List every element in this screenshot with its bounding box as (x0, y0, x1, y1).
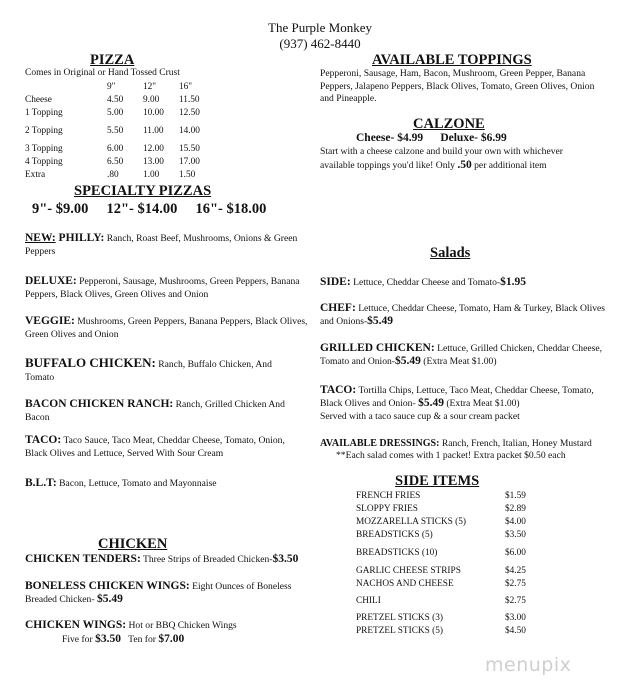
item-price: $5.49 (418, 397, 444, 409)
calzone-desc-text: Start with a cheese calzone and build your own with whichever available toppings you'd like! Only (320, 146, 563, 171)
restaurant-name: The Purple Monkey (268, 20, 372, 35)
calzone-deluxe-price: Deluxe- $6.99 (440, 132, 507, 144)
item-desc: Hot or BBQ Chicken Wings (128, 620, 237, 631)
pizza-size-header (25, 80, 215, 93)
ten-price: $7.00 (158, 633, 185, 645)
side-item-name: FRENCH FRIES (356, 490, 421, 501)
pizza-price: 6.50 (107, 156, 124, 167)
pizza-price: 1.00 (143, 169, 160, 180)
item-desc: Lettuce, Cheddar Cheese, Tomato, Ham & Turkey, Black Olives and Onions- (320, 303, 606, 327)
item-name: SIDE: (320, 276, 351, 288)
item-name: TACO: (25, 434, 62, 446)
pizza-price: 10.00 (143, 107, 164, 118)
side-item-price: $2.75 (505, 578, 526, 589)
calzone-prices (356, 132, 507, 144)
side-item (356, 528, 526, 541)
side-item-name: MOZZARELLA STICKS (5) (356, 516, 467, 527)
pizza-row (25, 168, 215, 181)
side-item-price: $2.89 (505, 503, 526, 514)
chicken-boneless-wings (25, 580, 315, 606)
specialty-philly (25, 232, 305, 258)
specialty-deluxe (25, 275, 310, 301)
salad-taco (320, 384, 615, 423)
pizza-crust-note: Comes in Original or Hand Tossed Crust (25, 68, 180, 78)
calzone-title: CALZONE (413, 116, 485, 132)
specialty-veggie (25, 315, 310, 341)
side-item (356, 564, 526, 577)
side-items-list (356, 489, 526, 637)
toppings-list: Pepperoni, Sausage, Ham, Bacon, Mushroom, Green Pepper, Banana Peppers, Jalapeno Peppers, Black Olives, Tomato, Green Olives, Onion and Pineapple. (320, 68, 595, 104)
pizza-price: 14.00 (179, 125, 200, 136)
pizza-row-label: 2 Topping (25, 125, 63, 136)
pizza-price: 1.50 (179, 169, 196, 180)
side-item-price: $3.00 (505, 612, 526, 623)
salad-grilled-chicken (320, 342, 605, 368)
chicken-wings (25, 619, 315, 632)
item-name: TACO: (320, 384, 357, 396)
extra-meat: (Extra Meat $1.00) (423, 356, 497, 367)
item-desc: Ranch, Buffalo Chicken, And Tomato (25, 359, 272, 383)
pizza-price: 13.00 (143, 156, 164, 167)
side-item-name: PRETZEL STICKS (5) (356, 625, 443, 636)
side-item-price: $6.00 (505, 547, 526, 558)
item-desc: Ranch, Roast Beef, Mushrooms, Onions & Green Peppers (25, 233, 298, 257)
five-price: $3.50 (95, 633, 121, 645)
pizza-price: 12.00 (143, 143, 164, 154)
side-item (356, 611, 526, 624)
chicken-wings-prices (62, 633, 184, 646)
item-desc: Lettuce, Grilled Chicken, Cheddar Cheese, Tomato and Onion- (320, 343, 603, 367)
item-name: CHICKEN WINGS: (25, 619, 127, 631)
pizza-price: 9.00 (143, 94, 160, 105)
specialty-blt (25, 477, 305, 490)
pizza-row-label: 3 Topping (25, 143, 63, 154)
pizza-price: 15.50 (179, 143, 200, 154)
side-item-name: CHILI (356, 595, 381, 606)
specialty-bacon-chicken-ranch (25, 398, 295, 424)
side-item (356, 594, 526, 607)
item-price: $5.49 (395, 355, 421, 367)
side-item-price: $3.50 (505, 529, 526, 540)
pizza-price: 17.00 (179, 156, 200, 167)
item-desc: Taco Sauce, Taco Meat, Cheddar Cheese, Tomato, Onion, Black Olives and Lettuce, Served With Sour Cream (25, 435, 285, 459)
specialty-prices: 9"- $9.00 12"- $14.00 16"- $18.00 (32, 201, 267, 217)
menupix-watermark: menupix (485, 654, 572, 676)
specialty-title: SPECIALTY PIZZAS (74, 183, 212, 199)
side-item-name: BREADSTICKS (5) (356, 529, 433, 540)
pizza-row (25, 106, 215, 119)
extra-meat: (Extra Meat $1.00) (446, 398, 520, 409)
item-desc: Ranch, Grilled Chicken And Bacon (25, 399, 285, 423)
pizza-row-label: 4 Topping (25, 156, 63, 167)
item-name: BONELESS CHICKEN WINGS: (25, 580, 190, 592)
item-name: DELUXE: (25, 275, 77, 287)
size-16: 16" (179, 81, 193, 92)
pizza-price: 11.50 (179, 94, 200, 105)
pizza-row-label: Cheese (25, 94, 52, 105)
side-item-price: $4.50 (505, 625, 526, 636)
item-price: $5.49 (96, 593, 123, 605)
new-badge: NEW: (25, 232, 56, 244)
chicken-title: CHICKEN (98, 536, 168, 552)
toppings-title: AVAILABLE TOPPINGS (372, 52, 532, 68)
calzone-cheese-price: Cheese- $4.99 (356, 132, 424, 144)
side-item-name: GARLIC CHEESE STRIPS (356, 565, 461, 576)
item-price: $3.50 (272, 553, 299, 565)
side-item-price: $1.59 (505, 490, 526, 501)
item-desc: Pepperoni, Sausage, Mushrooms, Green Peppers, Banana Peppers, Black Olives, Green Olives and Onion (25, 276, 300, 300)
dressings-list: Ranch, French, Italian, Honey Mustard (441, 438, 592, 449)
item-price: $1.95 (500, 276, 526, 288)
side-item-price: $4.25 (505, 565, 526, 576)
item-name: PHILLY: (55, 232, 105, 244)
specialty-buffalo-chicken (25, 356, 295, 384)
side-item (356, 489, 526, 502)
side-item-name: SLOPPY FRIES (356, 503, 418, 514)
pizza-title: PIZZA (90, 52, 135, 68)
item-desc: Eight Ounces of Boneless Breaded Chicken- (25, 581, 292, 605)
pizza-price-table (25, 80, 215, 181)
item-price: $5.49 (367, 315, 394, 327)
pizza-row-label: Extra (25, 169, 46, 180)
calzone-desc-tail: per additional item (471, 159, 547, 171)
pizza-price: 11.00 (143, 125, 164, 136)
pizza-row (25, 142, 215, 155)
item-name: GRILLED CHICKEN: (320, 342, 435, 354)
restaurant-phone: (937) 462-8440 (279, 36, 361, 51)
salad-side (320, 276, 620, 289)
salad-chef (320, 302, 610, 328)
ten-label: Ten for (128, 634, 156, 645)
item-desc: Bacon, Lettuce, Tomato and Mayonnaise (59, 478, 217, 489)
pizza-row (25, 155, 215, 168)
pizza-price: .80 (107, 169, 119, 180)
salads-title: Salads (430, 245, 471, 261)
item-name: B.L.T: (25, 477, 57, 489)
pizza-price: 5.50 (107, 125, 124, 136)
calzone-extra-price: .50 (457, 158, 472, 171)
side-item (356, 577, 526, 590)
side-item (356, 624, 526, 637)
side-item-name: PRETZEL STICKS (3) (356, 612, 443, 623)
taco-served-note: Served with a taco sauce cup & a sour cream packet (320, 411, 520, 422)
side-item (356, 515, 526, 528)
item-name: BACON CHICKEN RANCH: (25, 398, 174, 410)
item-name: BUFFALO CHICKEN: (25, 355, 156, 370)
side-item-price: $4.00 (505, 516, 526, 527)
side-item-price: $2.75 (505, 595, 526, 606)
side-item-name: BREADSTICKS (10) (356, 547, 438, 558)
pizza-row-label: 1 Topping (25, 107, 63, 118)
side-item (356, 546, 526, 559)
side-items-title: SIDE ITEMS (395, 473, 480, 489)
side-item-name: NACHOS AND CHEESE (356, 578, 454, 589)
five-label: Five for (62, 634, 93, 645)
dressings-label: AVAILABLE DRESSINGS: (320, 438, 440, 449)
item-desc: Lettuce, Cheddar Cheese and Tomato- (353, 277, 501, 288)
size-9: 9" (107, 81, 116, 92)
specialty-taco (25, 434, 305, 460)
calzone-desc (320, 146, 590, 172)
restaurant-header (0, 20, 640, 52)
side-item (356, 502, 526, 515)
item-name: CHEF: (320, 302, 356, 314)
dressings-note: **Each salad comes with 1 packet! Extra packet $0.50 each (336, 450, 566, 461)
size-12: 12" (143, 81, 157, 92)
pizza-row (25, 124, 215, 137)
pizza-price: 12.50 (179, 107, 200, 118)
chicken-tenders (25, 553, 325, 566)
pizza-price: 6.00 (107, 143, 124, 154)
item-name: CHICKEN TENDERS: (25, 553, 141, 565)
item-name: VEGGIE: (25, 315, 75, 327)
pizza-price: 5.00 (107, 107, 124, 118)
pizza-price: 4.50 (107, 94, 124, 105)
item-desc: Tortilla Chips, Lettuce, Taco Meat, Cheddar Cheese, Tomato, Black Olives and Onion- (320, 385, 594, 409)
item-desc: Three Strips of Breaded Chicken- (143, 554, 273, 565)
pizza-row (25, 93, 215, 106)
item-desc: Mushrooms, Green Peppers, Banana Peppers, Black Olives, Green Olives and Onion (25, 316, 308, 340)
